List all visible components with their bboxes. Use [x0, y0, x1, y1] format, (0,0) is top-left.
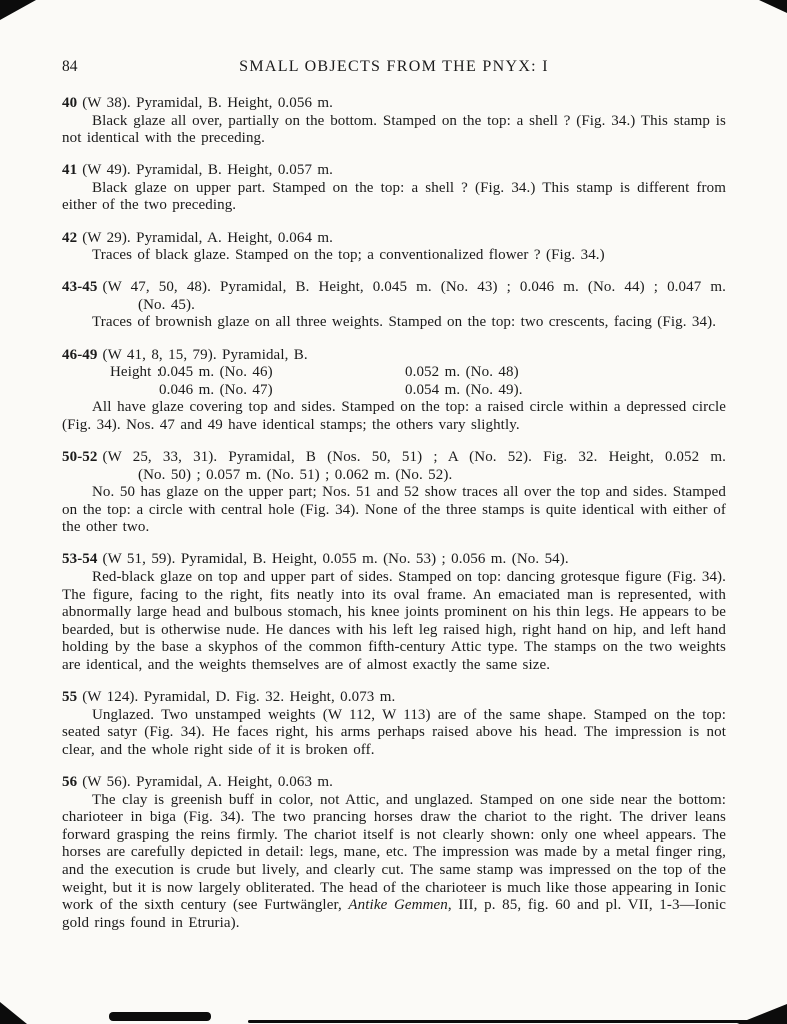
entry-number: 53-54: [62, 551, 98, 568]
entry-body: Black glaze on upper part. Stamped on the top: a shell ? (Fig. 34.) This stamp is different from either of the two preceding.: [62, 179, 726, 214]
entry-body-text: , III, p. 85, fig. 60 and pl. VII, 1-3—Ionic gold rings found in Etruria).: [62, 897, 726, 931]
entry-heading: [62, 347, 726, 365]
height-value: 0.045 m. (No. 46): [159, 364, 273, 381]
entry-heading: [62, 230, 726, 248]
entry-number: 40: [62, 95, 78, 111]
entry-heading: [62, 162, 726, 180]
entry-body: No. 50 has glaze on the upper part; Nos. 51 and 52 show traces all over the top and sides. Stamped on the top: a circle with central hole (Fig. 34). None of the three stamps is quite identical with either of the other two.: [62, 484, 726, 536]
entry-number: 43-45: [62, 279, 98, 296]
entry-body: Traces of black glaze. Stamped on the top; a conventionalized flower ? (Fig. 34.): [92, 247, 605, 264]
entry-heading-text: (W 51, 59). Pyramidal, B. Height, 0.055 m. (No. 53) ; 0.056 m. (No. 54).: [102, 551, 569, 568]
entry-number: 55: [62, 689, 78, 706]
entry-body: Unglazed. Two unstamped weights (W 112, W 113) are of the same shape. Stamped on the top: seated satyr (Fig. 34). He faces right, his arms perhaps raised above his head. The impression is not clear, and the whole right side of it is broken off.: [62, 706, 726, 758]
height-table-label: Height :: [110, 364, 162, 381]
entry-body-text: The clay is greenish buff in color, not Attic, and unglazed. Stamped on one side near the bottom: charioteer in biga (Fig. 34). The two prancing horses draw the chariot to the right. The driver leans forward grasping the reins firmly. The chariot itself is not clearly shown: only one wheel appears. The horses are carefully depicted in detail: legs, mane, etc. The impression was made by a metal finger ring, and the execution is crude but lively, and clearly cut. The same stamp was impressed on the top of the weight, but it is now largely obliterated. The head of the charioteer is much like those appearing in Ionic work of the sixth century (see Furtwängler,: [62, 791, 726, 914]
entry-heading: [62, 774, 726, 792]
entry-heading-text: (W 47, 50, 48). Pyramidal, B. Height, 0.045 m. (No. 43) ; 0.046 m. (No. 44) ; 0.047 m.: [102, 279, 726, 296]
entry-body: Red-black glaze on top and upper part of sides. Stamped on top: dancing grotesque figure (Fig. 34). The figure, facing to the right, fits neatly into its oval frame. An emaciated man is represented, with abnormally large head and bulbous stomach, his knee joints prominent on his thin legs. He appears to be bearded, but is otherwise nude. He dances with his left leg raised high, right hand on hip, and left hand holding by the base a skyphos of the common fifth-century Attic type. The stamps on the two weights are identical, and the weights themselves are of almost exactly the same size.: [62, 569, 726, 674]
height-value: 0.052 m. (No. 48): [405, 364, 519, 381]
catalog-entry-40: [62, 95, 726, 148]
height-value: 0.054 m. (No. 49).: [405, 381, 523, 398]
catalog-entry-43-45: [62, 279, 726, 332]
entry-heading-continuation: (No. 45).: [138, 296, 195, 313]
entry-number: 42: [62, 229, 78, 246]
scan-corner-mark-top-left: [0, 0, 36, 20]
entry-number: 46-49: [62, 346, 98, 363]
entry-body: Traces of brownish glaze on all three weights. Stamped on the top: two crescents, facing (Fig. 34).: [92, 314, 717, 331]
entry-heading: [62, 279, 726, 297]
scan-edge-bar: [109, 1012, 211, 1021]
entry-heading-text: (W 124). Pyramidal, D. Fig. 32. Height, 0.073 m.: [82, 689, 396, 706]
entry-heading-text: (W 49). Pyramidal, B. Height, 0.057 m.: [82, 162, 334, 179]
running-title: SMALL OBJECTS FROM THE PNYX: I: [239, 58, 549, 75]
entry-number: 50-52: [62, 449, 98, 465]
height-value: 0.046 m. (No. 47): [159, 381, 273, 398]
catalog-entry-46-49: [62, 347, 726, 435]
catalog-entry-50-52: [62, 449, 726, 537]
entry-heading: [62, 95, 726, 113]
text-block: [62, 58, 726, 947]
entry-body: Black glaze all over, partially on the bottom. Stamped on the top: a shell ? (Fig. 34.) This stamp is not identical with the preceding.: [62, 112, 726, 147]
running-head: [62, 58, 726, 78]
entry-body: [62, 792, 726, 933]
entry-heading-text: (W 38). Pyramidal, B. Height, 0.056 m.: [82, 95, 334, 111]
scan-corner-mark-bottom-left: [0, 1002, 27, 1024]
catalog-entry-56: [62, 774, 726, 932]
book-title-italic: Antike Gemmen: [348, 897, 448, 914]
entry-heading-text: (W 41, 8, 15, 79). Pyramidal, B.: [102, 346, 308, 363]
entry-heading-text: (W 29). Pyramidal, A. Height, 0.064 m.: [82, 229, 334, 246]
page-number: 84: [62, 58, 78, 75]
scan-edge-line: [248, 1020, 787, 1023]
scan-corner-mark-top-right: [759, 0, 787, 13]
height-table-label-spacer: [110, 382, 159, 400]
catalog-entry-53-54: [62, 551, 726, 674]
entry-heading: [62, 449, 726, 467]
catalog-entry-41: [62, 162, 726, 215]
entry-heading-continuation: (No. 50) ; 0.057 m. (No. 51) ; 0.062 m. (No. 52).: [138, 466, 453, 483]
catalog-entry-42: [62, 230, 726, 265]
height-table: [110, 364, 726, 399]
entry-heading-text: (W 56). Pyramidal, A. Height, 0.063 m.: [82, 774, 334, 790]
entry-heading: [62, 689, 726, 707]
entry-number: 56: [62, 774, 78, 790]
entry-body: All have glaze covering top and sides. Stamped on the top: a raised circle within a depressed circle (Fig. 34). Nos. 47 and 49 have identical stamps; the others vary slightly.: [62, 399, 726, 433]
entry-number: 41: [62, 162, 78, 179]
entry-heading-text: (W 25, 33, 31). Pyramidal, B (Nos. 50, 51) ; A (No. 52). Fig. 32. Height, 0.052 m.: [102, 449, 726, 465]
catalog-entry-55: [62, 689, 726, 759]
entry-heading: [62, 551, 726, 569]
